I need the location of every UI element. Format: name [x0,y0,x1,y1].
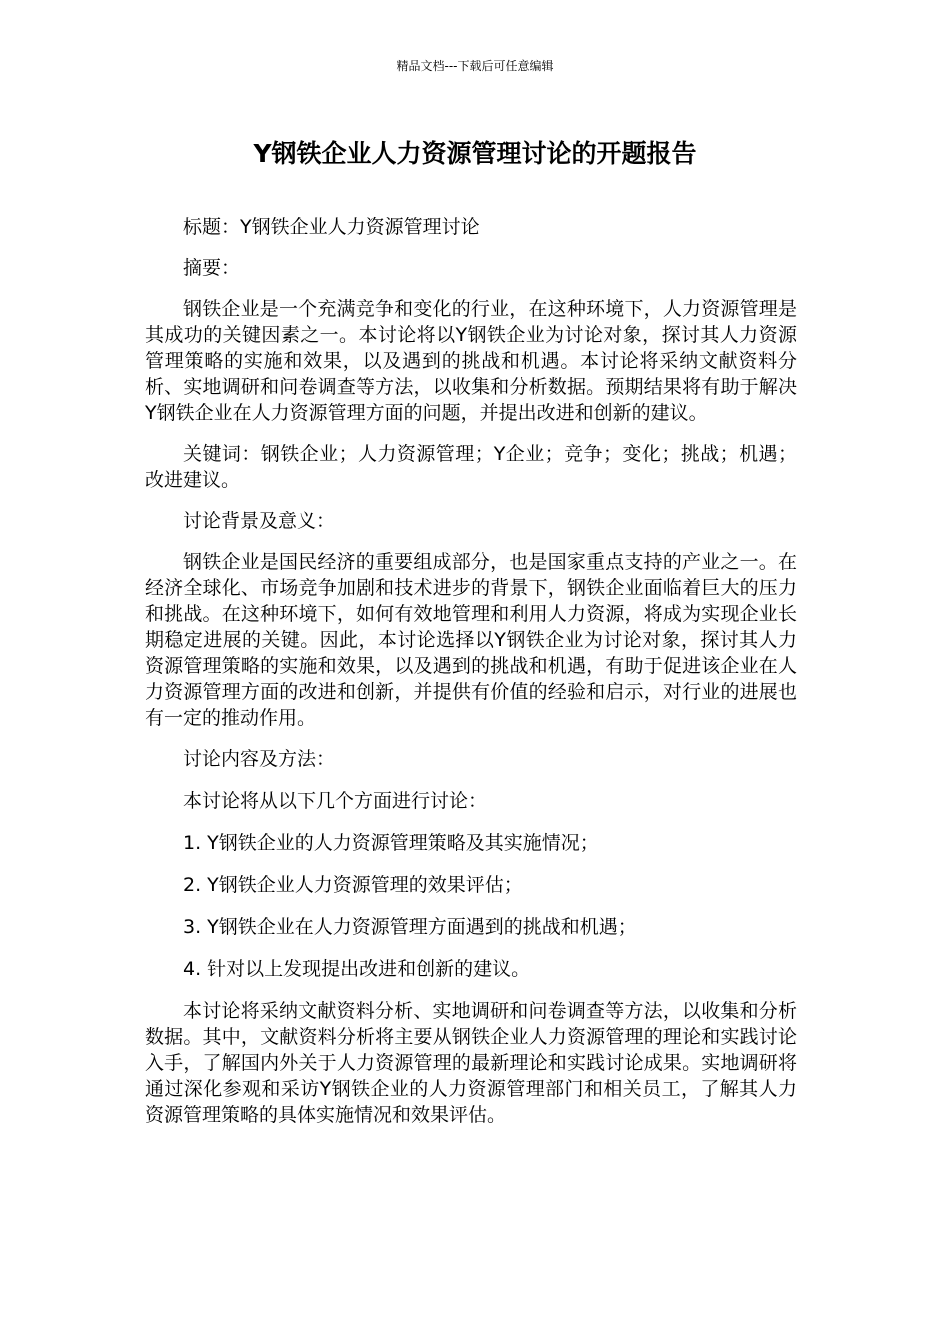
list-item-3: 3. Y钢铁企业在人力资源管理方面遇到的挑战和机遇； [183,916,637,938]
keywords-paragraph: 关键词：钢铁企业；人力资源管理；Y企业；竞争；变化；挑战；机遇；改进建议。 [145,443,797,491]
abstract-paragraph: 钢铁企业是一个充满竞争和变化的行业，在这种环境下，人力资源管理是其成功的关键因素之一。本讨论将以Y钢铁企业为讨论对象，探讨其人力资源管理策略的实施和效果，以及遇到的挑战和机遇。本讨论将采纳文献资料分析、实地调研和问卷调查等方法，以收集和分析数据。预期结果将有助于解决Y钢铁企业在人力资源管理方面的问题，并提出改进和创新的建议。 [145,298,797,424]
background-heading: 讨论背景及意义： [183,510,336,532]
page-header: 精品文档---下载后可任意编辑 [396,59,554,73]
list-item-4: 4. 针对以上发现提出改进和创新的建议。 [183,958,531,980]
background-paragraph: 钢铁企业是国民经济的重要组成部分，也是国家重点支持的产业之一。在经济全球化、市场竞争加剧和技术进步的背景下，钢铁企业面临着巨大的压力和挑战。在这种环境下，如何有效地管理和利用人力资源，将成为实现企业长期稳定进展的关键。因此，本讨论选择以Y钢铁企业为讨论对象，探讨其人力资源管理策略的实施和效果，以及遇到的挑战和机遇，有助于促进该企业在人力资源管理方面的改进和创新，并提供有价值的经验和启示，对行业的进展也有一定的推动作用。 [145,551,797,729]
methods-paragraph: 本讨论将采纳文献资料分析、实地调研和问卷调查等方法，以收集和分析数据。其中，文献资料分析将主要从钢铁企业人力资源管理的理论和实践讨论入手，了解国内外关于人力资源管理的最新理论和实践讨论成果。实地调研将通过深化参观和采访Y钢铁企业的人力资源管理部门和相关员工，了解其人力资源管理策略的具体实施情况和效果评估。 [145,1000,797,1126]
subject-line: 标题：Y钢铁企业人力资源管理讨论 [183,216,480,238]
content-heading: 讨论内容及方法： [183,748,336,770]
list-item-2: 2. Y钢铁企业人力资源管理的效果评估； [183,874,523,896]
list-item-1: 1. Y钢铁企业的人力资源管理策略及其实施情况； [183,832,599,854]
content-intro: 本讨论将从以下几个方面进行讨论： [183,790,488,812]
document-body [145,214,797,1128]
document-title: Y钢铁企业人力资源管理讨论的开题报告 [253,139,697,168]
abstract-heading: 摘要： [183,257,241,279]
